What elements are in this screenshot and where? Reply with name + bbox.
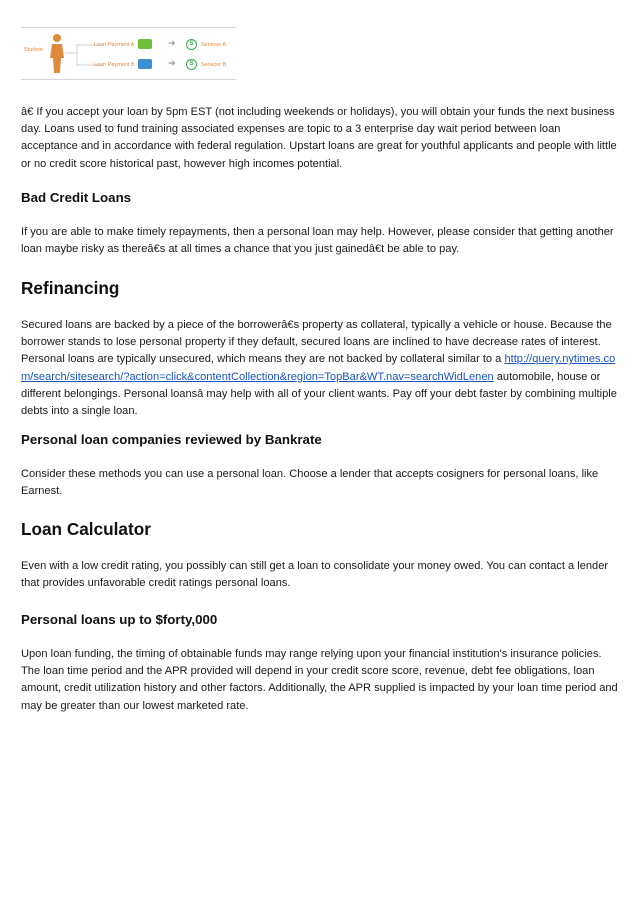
split-lines-icon [63,25,103,81]
heading-reviewed-by-bankrate: Personal loan companies reviewed by Bankrate [21,432,322,447]
refinancing-text-start: Secured loans are backed by a piece of the borrowerâ€s property as collateral, typically a vehicle or house. Because the borrower stands to lose personal property if they default, secured loans are inclined to have decrease rates of interest. Personal loans are typically unsecured, which means they are not backed by collateral similar to a [21,319,612,366]
servicer-b-icon: S [186,59,197,70]
heading-personal-loans-up-to: Personal loans up to $forty,000 [21,612,218,627]
loan-payment-b-label: Loan Payment B [94,62,135,68]
bad-credit-paragraph: If you are able to make timely repayments, then a personal loan may help. However, please consider that getting another loan maybe risky as thereâ€s at all times a chance that you just gainedâ€t be able to pay. [21,226,614,256]
student-label: Student [24,47,43,53]
heading-bad-credit-loans: Bad Credit Loans [21,190,132,205]
nytimes-search-link[interactable]: http://query.nytimes.com/search/sitesearch/?action=click&contentCollection&region=TopBar&WT.nav=searchWidLenen [21,353,616,383]
servicer-a-icon: S [186,39,197,50]
diagram-top-rule [21,27,236,28]
calculator-paragraph: Even with a low credit rating, you possibly can still get a loan to consolidate your money owed. You can contact a lender that provides unfavorable credit ratings personal loans. [21,560,609,590]
servicer-a-label: Servicer A [201,42,227,48]
servicer-b-label: Servicer B [201,62,227,68]
arrow-right-icon: ➔ [168,38,176,48]
diagram-bottom-rule [21,79,236,80]
heading-refinancing: Refinancing [21,278,120,298]
upto-paragraph: Upon loan funding, the timing of obtainable funds may range relying upon your financial institution's insurance policies. The loan time period and the APR provided will depend in your credit score score, revenue, debt fee obligations, loan amount, credit utilization history and other factors. Additionally, the APR supplied is impacted by your loan time period and may be greater than our lowest marketed rate. [21,648,618,712]
intro-paragraph: â€ If you accept your loan by 5pm EST (not including weekends or holidays), you will obtain your funds the next business day. Loans used to fund training associated expenses are topic to a 3 enterprise day wait period between loan acceptance and in accordance with federal regulation. Upstart loans are great for youthful applicants and people with little or no credit score historical past, however high incomes potential. [21,106,617,170]
arrow-right-icon: ➔ [168,58,176,68]
refinancing-text-end: automobile, house or different belongings. Personal loansâ may help with all of your client wants. Pay off your debt faster by combining multiple debts into a single loan. [21,370,617,418]
money-green-icon [138,39,152,49]
money-blue-icon [138,59,152,69]
refinancing-paragraph [21,317,619,420]
loan-payment-a-label: Loan Payment A [94,42,135,48]
heading-loan-calculator: Loan Calculator [21,519,151,539]
reviewed-paragraph: Consider these methods you can use a personal loan. Choose a lender that accepts cosigners for personal loans, like Earnest. [21,468,599,498]
loan-payment-diagram [21,25,236,81]
